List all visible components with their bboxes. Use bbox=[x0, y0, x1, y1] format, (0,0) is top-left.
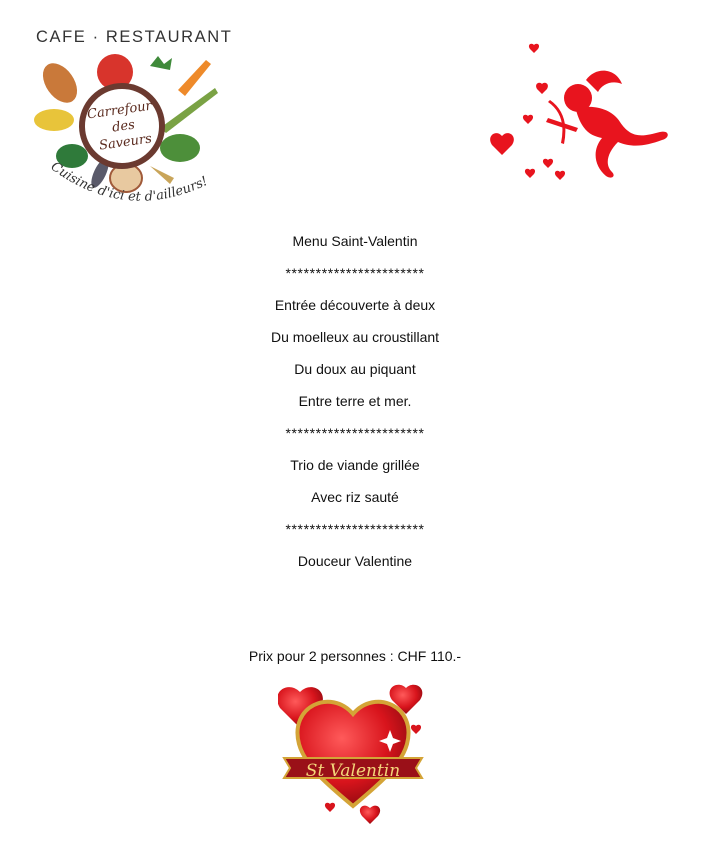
cupid-wing bbox=[586, 71, 622, 92]
logo-heading: CAFE · RESTAURANT bbox=[36, 28, 233, 46]
big-heart-icon bbox=[297, 702, 408, 806]
bread-icon bbox=[36, 57, 84, 109]
small-heart-icon bbox=[325, 803, 335, 812]
leaf-icon bbox=[150, 166, 174, 184]
logo-name-line1: Carrefour bbox=[86, 98, 153, 123]
cupid-body bbox=[576, 107, 668, 178]
heart-icon bbox=[555, 171, 565, 180]
small-heart-icon bbox=[411, 725, 421, 734]
heart-icon bbox=[536, 83, 548, 94]
starter-item: Entre terre et mer. bbox=[298, 393, 412, 409]
valentine-badge bbox=[278, 680, 428, 830]
badge-text: St Valentin bbox=[305, 761, 401, 781]
pepper-green-icon bbox=[160, 134, 200, 162]
small-heart-icon bbox=[360, 806, 380, 824]
menu-separator: *********************** bbox=[285, 425, 425, 441]
herb-icon bbox=[150, 56, 172, 70]
dessert-item: Douceur Valentine bbox=[297, 553, 413, 569]
menu-separator: *********************** bbox=[285, 521, 425, 537]
menu-separator: *********************** bbox=[285, 265, 425, 281]
logo-tagline: Cuisine d'ici et d'ailleurs! bbox=[47, 159, 211, 205]
leek-icon bbox=[160, 88, 218, 133]
logo-name-line2: des bbox=[111, 117, 136, 136]
heart-icon bbox=[543, 159, 553, 168]
heart-icon bbox=[490, 133, 514, 155]
price: Prix pour 2 personnes : CHF 110.- bbox=[248, 648, 462, 664]
carrot-icon bbox=[178, 60, 211, 96]
menu bbox=[0, 230, 710, 582]
pepper-yellow-icon bbox=[34, 109, 74, 131]
restaurant-logo bbox=[30, 28, 233, 218]
main-course-item: Avec riz sauté bbox=[311, 489, 399, 505]
main-course-item: Trio de viande grillée bbox=[290, 457, 420, 473]
starter-item: Du moelleux au croustillant bbox=[270, 329, 440, 345]
starter-item: Entrée découverte à deux bbox=[274, 297, 436, 313]
heart-icon bbox=[523, 115, 533, 124]
heart-icon bbox=[525, 169, 535, 178]
logo-name-line3: Saveurs bbox=[98, 131, 153, 154]
cupid-illustration bbox=[490, 40, 675, 185]
starter-item: Du doux au piquant bbox=[294, 361, 416, 377]
heart-icon bbox=[529, 44, 539, 53]
menu-title: Menu Saint-Valentin bbox=[292, 233, 418, 249]
logo-emblem bbox=[30, 28, 230, 218]
